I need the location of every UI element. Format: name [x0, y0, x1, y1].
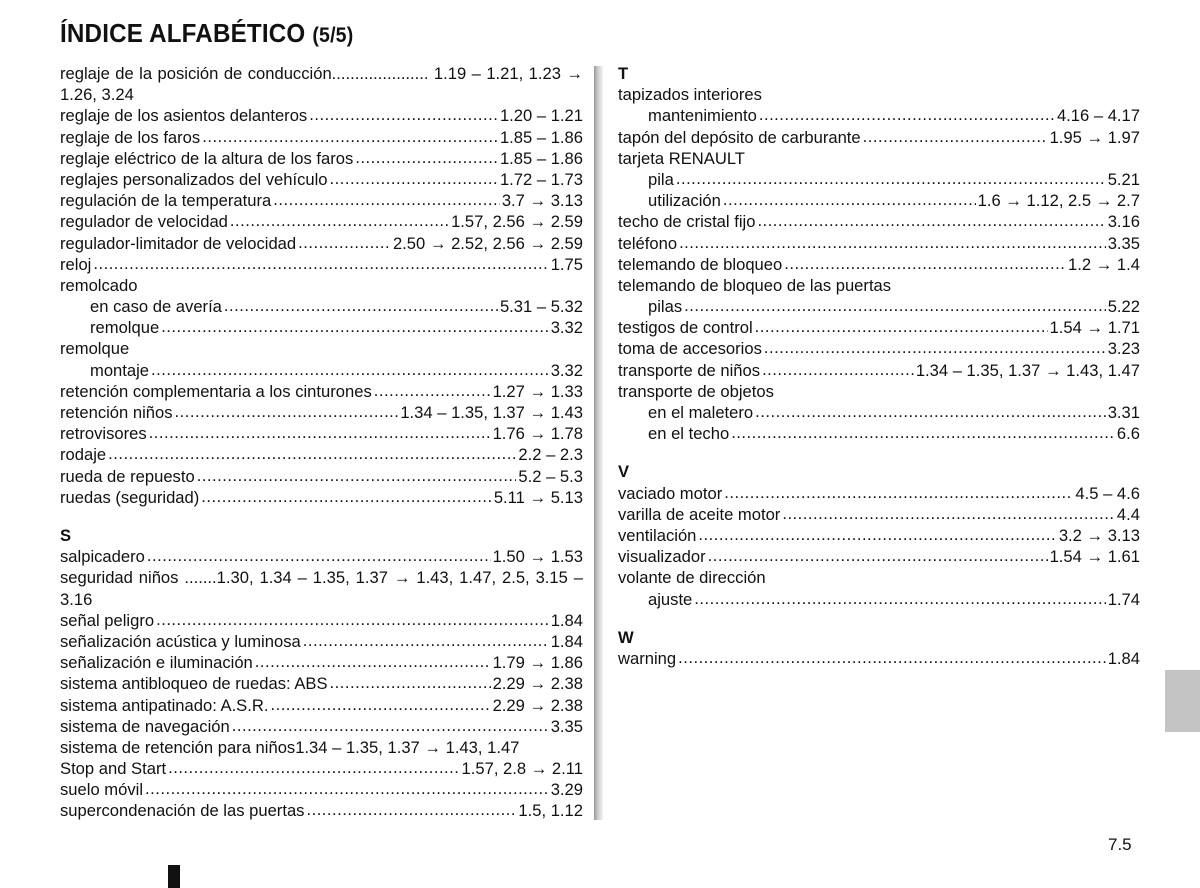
entry-term: remolque — [90, 318, 160, 338]
entry-term: mantenimiento — [648, 106, 757, 126]
entry-page-ref: 3.7 → 3.13 — [501, 191, 583, 211]
entry-page-ref: 1.57, 2.56 → 2.59 — [451, 212, 583, 232]
entry-page-ref: 5.31 – 5.32 — [499, 297, 583, 317]
entry-page-ref: 1.72 – 1.73 — [499, 169, 583, 189]
index-letter-heading: V — [618, 462, 630, 482]
dot-leader — [678, 647, 1106, 668]
entry-page-ref: 1.54 → 1.61 — [1049, 547, 1140, 567]
entry-page-ref: 1.85 – 1.86 — [499, 148, 583, 168]
entry-page-ref: 5.11 → 5.13 — [493, 487, 583, 507]
entry-term: sistema antipatinado: A.S.R. — [60, 695, 269, 715]
index-subentry — [60, 296, 583, 317]
section-gap — [618, 610, 1140, 627]
index-entry — [60, 444, 583, 465]
entry-term: señalización e iluminación — [60, 653, 253, 673]
dot-leader — [330, 168, 498, 189]
entry-page-ref: 1.75 — [550, 254, 583, 274]
section-gap — [618, 444, 1140, 461]
entry-page-ref: 2.50 → 2.52, 2.56 → 2.59 — [392, 233, 583, 253]
index-entry — [618, 525, 1140, 546]
entry-page-ref: 6.6 — [1116, 424, 1140, 444]
dot-leader — [708, 545, 1048, 566]
index-subentry — [618, 190, 1140, 211]
entry-page-ref: 1.34 – 1.35, 1.37 → 1.43, 1.47 — [915, 360, 1140, 380]
dot-leader — [698, 524, 1056, 545]
index-letter-heading: S — [60, 525, 72, 545]
dot-leader — [175, 401, 399, 422]
entry-page-ref: 1.95 → 1.97 — [1049, 127, 1140, 147]
entry-term: tapón del depósito de carburante — [618, 127, 861, 147]
index-entry — [60, 254, 583, 275]
dot-leader — [330, 672, 491, 693]
entry-page-ref: 1.6 → 1.12, 2.5 → 2.7 — [977, 191, 1140, 211]
index-subentry — [60, 317, 583, 338]
entry-term: ajuste — [648, 589, 693, 609]
index-entry-heading: volante de dirección — [618, 568, 766, 588]
entry-page-ref: 3.32 — [550, 360, 583, 380]
index-entry — [60, 800, 583, 821]
dot-leader — [784, 253, 1066, 274]
entry-term: sistema de navegación — [60, 716, 230, 736]
dot-leader — [724, 482, 1073, 503]
entry-term: warning — [618, 648, 677, 668]
entry-term: regulador de velocidad — [60, 212, 228, 232]
index-entry: sistema de retención para niños1.34 – 1.35, 1.37 → 1.43, 1.47 — [60, 737, 520, 757]
entry-term: reglaje eléctrico de la altura de los faros — [60, 148, 354, 168]
index-column-left — [60, 63, 583, 822]
entry-page-ref: 5.21 — [1107, 169, 1140, 189]
index-entry-heading: tarjeta RENAULT — [618, 148, 745, 168]
entry-page-ref: 3.16 — [1107, 212, 1140, 232]
dot-leader — [298, 232, 391, 253]
index-entry — [60, 169, 583, 190]
index-entry — [618, 504, 1140, 525]
entry-page-ref: 3.29 — [550, 780, 583, 800]
entry-term: ventilación — [618, 525, 697, 545]
index-subentry — [618, 169, 1140, 190]
entry-term: reglajes personalizados del vehículo — [60, 169, 328, 189]
entry-term: utilización — [648, 191, 721, 211]
dot-leader — [679, 232, 1106, 253]
entry-page-ref: 3.2 → 3.13 — [1058, 525, 1140, 545]
entry-term: suelo móvil — [60, 780, 144, 800]
index-entry-heading: remolcado — [60, 275, 138, 295]
index-entry — [618, 338, 1140, 359]
entry-page-ref: 3.32 — [550, 318, 583, 338]
dot-leader — [755, 401, 1106, 422]
entry-page-ref: 5.22 — [1107, 297, 1140, 317]
dot-leader — [149, 422, 491, 443]
entry-term: reglaje de los faros — [60, 127, 201, 147]
entry-term: reloj — [60, 254, 92, 274]
index-entry — [60, 716, 583, 737]
entry-term: en el techo — [648, 424, 730, 444]
dot-leader — [255, 651, 491, 672]
page-number: 7.5 — [1108, 835, 1132, 854]
index-entry — [60, 758, 583, 779]
index-subentry — [618, 589, 1140, 610]
dot-leader — [309, 104, 498, 125]
title-text: ÍNDICE ALFABÉTICO — [60, 18, 306, 48]
index-subentry — [60, 360, 583, 381]
entry-term: teléfono — [618, 233, 678, 253]
index-entry — [60, 673, 583, 694]
entry-term: señal peligro — [60, 610, 155, 630]
entry-term: supercondenación de las puertas — [60, 801, 305, 821]
index-entry — [618, 233, 1140, 254]
index-entry — [60, 652, 583, 673]
index-entry — [60, 610, 583, 631]
dot-leader — [93, 253, 548, 274]
dot-leader — [273, 189, 500, 210]
column-divider — [594, 66, 603, 820]
entry-page-ref: 5.2 – 5.3 — [518, 466, 583, 486]
dot-leader — [232, 715, 549, 736]
index-entry — [618, 360, 1140, 381]
index-subentry — [618, 423, 1140, 444]
entry-page-ref: 1.27 → 1.33 — [492, 381, 583, 401]
entry-page-ref: 1.85 – 1.86 — [499, 127, 583, 147]
dot-leader — [757, 210, 1105, 231]
entry-term: toma de accesorios — [618, 339, 762, 359]
dot-leader — [147, 545, 491, 566]
entry-page-ref: 1.20 – 1.21 — [499, 106, 583, 126]
entry-term: rodaje — [60, 445, 107, 465]
entry-page-ref: 4.16 – 4.17 — [1056, 106, 1140, 126]
index-entry — [60, 487, 583, 508]
entry-page-ref: 1.84 — [1107, 648, 1140, 668]
index-entry-heading: telemando de bloqueo de las puertas — [618, 275, 892, 295]
entry-term: varilla de aceite motor — [618, 504, 781, 524]
index-entry — [618, 648, 1140, 669]
entry-term: en caso de avería — [90, 297, 222, 317]
index-subentry — [618, 105, 1140, 126]
index-subentry — [618, 402, 1140, 423]
entry-term: regulación de la temperatura — [60, 191, 272, 211]
index-entry — [60, 423, 583, 444]
entry-term: rueda de repuesto — [60, 466, 195, 486]
entry-page-ref: 1.76 → 1.78 — [492, 424, 583, 444]
dot-leader — [863, 126, 1048, 147]
dot-leader — [759, 104, 1055, 125]
entry-term: sistema antibloqueo de ruedas: ABS — [60, 674, 328, 694]
page-title — [60, 18, 353, 49]
index-subentry — [618, 296, 1140, 317]
index-entry — [60, 546, 583, 567]
index-letter-heading: W — [618, 627, 634, 647]
chapter-thumb-tab — [1165, 670, 1200, 732]
title-part: (5/5) — [312, 24, 354, 47]
index-entry-heading: remolque — [60, 339, 130, 359]
dot-leader — [303, 630, 549, 651]
entry-term: regulador-limitador de velocidad — [60, 233, 297, 253]
dot-leader — [197, 465, 517, 486]
entry-page-ref: 1.54 → 1.71 — [1049, 318, 1140, 338]
entry-term: transporte de niños — [618, 360, 761, 380]
index-column-right — [618, 63, 1140, 669]
index-entry — [60, 402, 583, 423]
dot-leader — [108, 443, 516, 464]
dot-leader — [764, 337, 1106, 358]
index-entry: seguridad niños .......1.30, 1.34 – 1.35, 1.37 → 1.43, 1.47, 2.5, 3.15 – 3.16 — [60, 568, 583, 609]
index-entry — [618, 483, 1140, 504]
entry-term: señalización acústica y luminosa — [60, 631, 301, 651]
dot-leader — [151, 359, 549, 380]
dot-leader — [306, 799, 516, 820]
entry-page-ref: 4.4 — [1116, 504, 1140, 524]
entry-term: pila — [648, 169, 674, 189]
index-entry — [60, 695, 583, 716]
index-entry — [60, 779, 583, 800]
entry-page-ref: 3.35 — [1107, 233, 1140, 253]
index-entry — [618, 546, 1140, 567]
entry-term: en el maletero — [648, 403, 754, 422]
dot-leader — [374, 380, 491, 401]
entry-page-ref: 4.5 – 4.6 — [1075, 483, 1140, 503]
index-entry — [60, 127, 583, 148]
entry-term: ruedas (seguridad) — [60, 487, 200, 507]
entry-page-ref: 1.84 — [550, 610, 583, 630]
index-entry — [60, 381, 583, 402]
entry-page-ref: 3.23 — [1107, 339, 1140, 359]
dot-leader — [156, 609, 549, 630]
entry-term: Stop and Start — [60, 759, 167, 779]
entry-page-ref: 1.50 → 1.53 — [492, 547, 583, 567]
index-letter-heading: T — [618, 64, 629, 83]
dot-leader — [694, 588, 1105, 609]
entry-term: salpicadero — [60, 547, 145, 567]
index-entry: reglaje de la posición de conducción..................... 1.19 – 1.21, 1.23 → 1.26, 3.24 — [60, 64, 583, 105]
dot-leader — [782, 503, 1115, 524]
entry-term: testigos de control — [618, 318, 753, 338]
index-entry — [60, 466, 583, 487]
section-gap — [60, 508, 583, 525]
entry-term: vaciado motor — [618, 483, 723, 503]
dot-leader — [676, 168, 1106, 189]
entry-term: pilas — [648, 297, 683, 317]
dot-leader — [762, 359, 914, 380]
entry-page-ref: 1.57, 2.8 → 2.11 — [461, 759, 583, 779]
index-entry — [60, 233, 583, 254]
entry-page-ref: 1.5, 1.12 — [518, 801, 583, 821]
dot-leader — [723, 189, 976, 210]
crop-mark — [168, 865, 180, 888]
index-entry-heading: tapizados interiores — [618, 85, 762, 105]
entry-page-ref: 2.2 – 2.3 — [518, 445, 583, 465]
entry-page-ref: 2.29 → 2.38 — [492, 674, 583, 694]
entry-term: retrovisores — [60, 424, 147, 444]
dot-leader — [270, 694, 490, 715]
entry-page-ref: 3.31 — [1107, 403, 1140, 422]
dot-leader — [731, 422, 1115, 443]
dot-leader — [755, 316, 1048, 337]
dot-leader — [684, 295, 1106, 316]
entry-page-ref: 2.29 → 2.38 — [492, 695, 583, 715]
index-entry — [60, 211, 583, 232]
dot-leader — [202, 126, 498, 147]
entry-term: techo de cristal fijo — [618, 212, 756, 232]
entry-page-ref: 1.79 → 1.86 — [492, 653, 583, 673]
dot-leader — [224, 295, 498, 316]
index-entry — [60, 631, 583, 652]
entry-term: retención complementaria a los cinturones — [60, 381, 372, 401]
entry-term: reglaje de los asientos delanteros — [60, 106, 308, 126]
entry-page-ref: 3.35 — [550, 716, 583, 736]
dot-leader — [355, 147, 498, 168]
entry-term: visualizador — [618, 547, 706, 567]
entry-term: telemando de bloqueo — [618, 254, 783, 274]
index-entry — [618, 127, 1140, 148]
entry-page-ref: 1.74 — [1107, 589, 1140, 609]
index-entry — [60, 148, 583, 169]
dot-leader — [201, 486, 492, 507]
index-entry-heading: transporte de objetos — [618, 381, 774, 401]
dot-leader — [145, 778, 549, 799]
entry-page-ref: 1.2 → 1.4 — [1068, 254, 1140, 274]
dot-leader — [161, 316, 549, 337]
index-entry — [618, 254, 1140, 275]
entry-term: retención niños — [60, 403, 173, 423]
entry-page-ref: 1.84 — [550, 631, 583, 651]
entry-page-ref: 1.34 – 1.35, 1.37 → 1.43 — [400, 403, 583, 423]
index-entry — [618, 211, 1140, 232]
entry-term: montaje — [90, 360, 150, 380]
dot-leader — [168, 757, 459, 778]
index-entry — [618, 317, 1140, 338]
index-entry — [60, 190, 583, 211]
dot-leader — [230, 210, 449, 231]
index-entry — [60, 105, 583, 126]
